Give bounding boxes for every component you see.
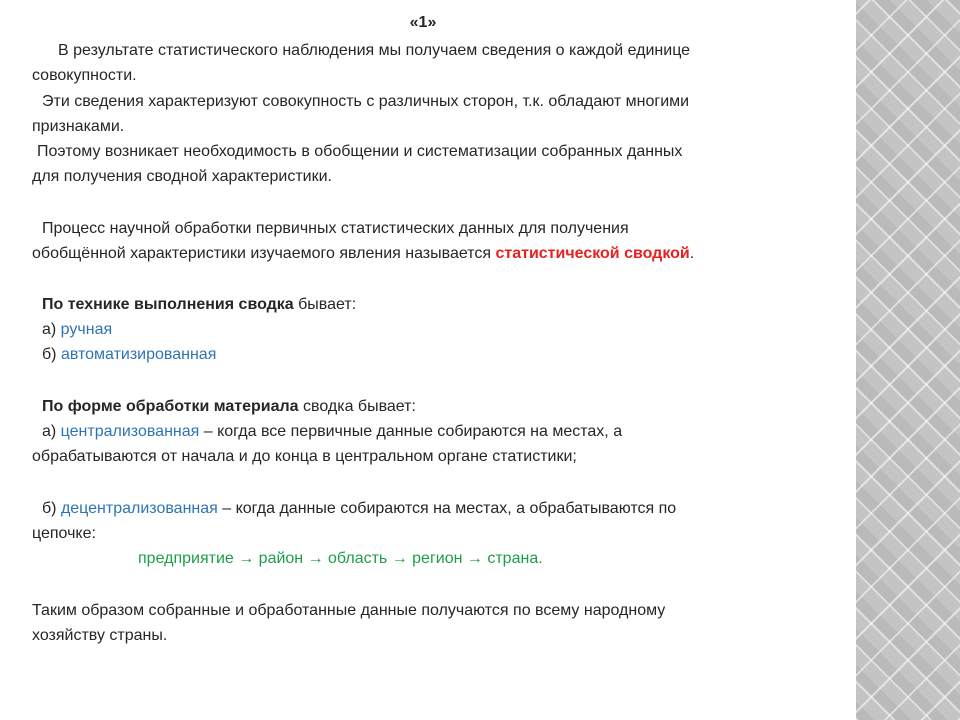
slide-number: «1» xyxy=(409,14,437,31)
paragraph-3-line-2: для получения сводной характеристики. xyxy=(32,168,332,185)
form-item-b xyxy=(42,499,676,519)
technique-item-a xyxy=(42,320,112,340)
form-a-rest: – когда все первичные данные собираются на местах, а xyxy=(199,423,623,440)
form-b-prefix: б) xyxy=(42,500,61,517)
term-decentralized: децентрализованная xyxy=(60,500,218,517)
paragraph-1-line-2: совокупности. xyxy=(32,67,137,84)
paragraph-2-line-2: признаками. xyxy=(32,118,125,135)
technique-heading-rest: бывает: xyxy=(293,296,357,313)
technique-item-b xyxy=(42,345,216,365)
form-item-b-line-2: цепочке: xyxy=(32,525,96,542)
technique-heading-bold: По технике выполнения сводка xyxy=(42,296,294,313)
form-heading-bold: По форме обработки материала xyxy=(42,398,299,415)
term-statistical-summary: статистической сводкой xyxy=(495,245,690,262)
form-a-prefix: а) xyxy=(42,423,61,440)
form-b-rest: – когда данные собираются на местах, а обрабатываются по xyxy=(217,500,677,517)
conclusion-line-2: хозяйству страны. xyxy=(32,627,168,644)
paragraph-2-line-1: Эти сведения характеризуют совокупность с различных сторон, т.к. обладают многими xyxy=(42,93,690,110)
term-manual: ручная xyxy=(60,321,113,338)
definition-text: обобщённой характеристики изучаемого явления называется xyxy=(32,245,496,262)
technique-b-prefix: б) xyxy=(42,346,61,363)
technique-heading xyxy=(42,295,356,315)
processing-chain: предприятие → район → область → регион → страна. xyxy=(138,550,543,567)
form-heading xyxy=(42,397,416,417)
form-item-a xyxy=(42,422,622,442)
paragraph-1-line-1: В результате статистического наблюдения мы получаем сведения о каждой единице xyxy=(58,42,691,59)
form-heading-rest: сводка бывает: xyxy=(298,398,416,415)
decorative-side-panel xyxy=(856,0,960,720)
paragraph-3-line-1: Поэтому возникает необходимость в обобщении и систематизации собранных данных xyxy=(37,143,683,160)
paragraph-4-line-1: Процесс научной обработки первичных статистических данных для получения xyxy=(42,220,629,237)
definition-end: . xyxy=(689,245,695,262)
term-automated: автоматизированная xyxy=(60,346,217,363)
form-item-a-line-2: обрабатываются от начала и до конца в центральном органе статистики; xyxy=(32,448,577,465)
conclusion-line-1: Таким образом собранные и обработанные данные получаются по всему народному xyxy=(32,602,666,619)
paragraph-4-line-2 xyxy=(32,244,694,264)
term-centralized: централизованная xyxy=(60,423,200,440)
technique-a-prefix: а) xyxy=(42,321,61,338)
